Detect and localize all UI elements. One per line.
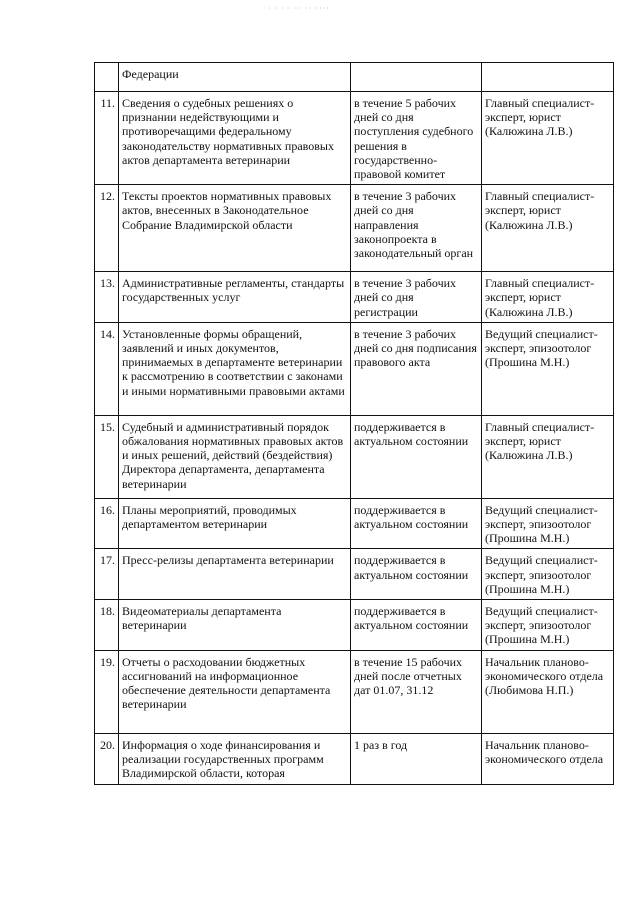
- information-table: [94, 62, 614, 785]
- info-cell: Информация о ходе финансирования и реализации государственных программ Владимирской области, которая: [119, 733, 351, 784]
- responsible-cell: Ведущий специалист-эксперт, эпизоотолог (Прошина М.Н.): [482, 549, 614, 600]
- responsible-cell: Главный специалист-эксперт, юрист (Калюжина Л.В.): [482, 92, 614, 185]
- responsible-cell: [482, 63, 614, 92]
- deadline-cell: поддерживается в актуальном состоянии: [351, 549, 482, 600]
- table-row: [95, 272, 614, 323]
- row-number: 20.: [95, 733, 119, 784]
- deadline-cell: в течение 15 рабочих дней после отчетных дат 01.07, 31.12: [351, 650, 482, 733]
- info-cell: Планы мероприятий, проводимых департаментом ветеринарии: [119, 498, 351, 549]
- table-row: [95, 322, 614, 415]
- info-cell: Установленные формы обращений, заявлений и иных документов, принимаемых в департаменте ветеринарии к рассмотрению в соответствии с законами и иными нормативными правовыми актами: [119, 322, 351, 415]
- table-row: [95, 733, 614, 784]
- responsible-cell: Ведущий специалист-эксперт, эпизоотолог (Прошина М.Н.): [482, 498, 614, 549]
- deadline-cell: поддерживается в актуальном состоянии: [351, 415, 482, 498]
- deadline-cell: в течение 3 рабочих дней со дня регистрации: [351, 272, 482, 323]
- row-number: 11.: [95, 92, 119, 185]
- table-row: [95, 415, 614, 498]
- row-number: 14.: [95, 322, 119, 415]
- info-cell: Пресс-релизы департамента ветеринарии: [119, 549, 351, 600]
- responsible-cell: Ведущий специалист-эксперт, эпизоотолог (Прошина М.Н.): [482, 600, 614, 651]
- deadline-cell: поддерживается в актуальном состоянии: [351, 498, 482, 549]
- responsible-cell: Главный специалист-эксперт, юрист (Калюжина Л.В.): [482, 272, 614, 323]
- table-row: [95, 92, 614, 185]
- row-number: 15.: [95, 415, 119, 498]
- table-row: [95, 63, 614, 92]
- info-cell: Отчеты о расходовании бюджетных ассигнований на информационное обеспечение деятельности департамента ветеринарии: [119, 650, 351, 733]
- responsible-cell: Главный специалист-эксперт, юрист (Калюжина Л.В.): [482, 415, 614, 498]
- row-number: 18.: [95, 600, 119, 651]
- deadline-cell: в течение 3 рабочих дней со дня подписания правового акта: [351, 322, 482, 415]
- page-header-mark: · · · · ·· ·· ····: [268, 4, 330, 13]
- info-cell: Тексты проектов нормативных правовых актов, внесенных в Законодательное Собрание Владимирской области: [119, 185, 351, 272]
- row-number: 19.: [95, 650, 119, 733]
- responsible-cell: Ведущий специалист-эксперт, эпизоотолог (Прошина М.Н.): [482, 322, 614, 415]
- deadline-cell: поддерживается в актуальном состоянии: [351, 600, 482, 651]
- info-cell: Судебный и административный порядок обжалования нормативных правовых актов и иных решений, действий (бездействия) Директора департамента, департамента ветеринарии: [119, 415, 351, 498]
- row-number: 17.: [95, 549, 119, 600]
- table-row: [95, 549, 614, 600]
- responsible-cell: Начальник планово-экономического отдела: [482, 733, 614, 784]
- row-number: 12.: [95, 185, 119, 272]
- info-cell: Административные регламенты, стандарты государственных услуг: [119, 272, 351, 323]
- deadline-cell: 1 раз в год: [351, 733, 482, 784]
- deadline-cell: [351, 63, 482, 92]
- responsible-cell: Главный специалист-эксперт, юрист (Калюжина Л.В.): [482, 185, 614, 272]
- info-cell: Федерации: [119, 63, 351, 92]
- row-number: 16.: [95, 498, 119, 549]
- deadline-cell: в течение 3 рабочих дней со дня направления законопроекта в законодательный орган: [351, 185, 482, 272]
- info-cell: Видеоматериалы департамента ветеринарии: [119, 600, 351, 651]
- table-row: [95, 600, 614, 651]
- table-row: [95, 185, 614, 272]
- table-row: [95, 650, 614, 733]
- row-number: 13.: [95, 272, 119, 323]
- info-cell: Сведения о судебных решениях о признании недействующими и противоречащими федеральному законодательству нормативных правовых актов департамента ветеринарии: [119, 92, 351, 185]
- responsible-cell: Начальник планово-экономического отдела (Любимова Н.П.): [482, 650, 614, 733]
- deadline-cell: в течение 5 рабочих дней со дня поступления судебного решения в государственно-правовой комитет: [351, 92, 482, 185]
- row-number: [95, 63, 119, 92]
- table-row: [95, 498, 614, 549]
